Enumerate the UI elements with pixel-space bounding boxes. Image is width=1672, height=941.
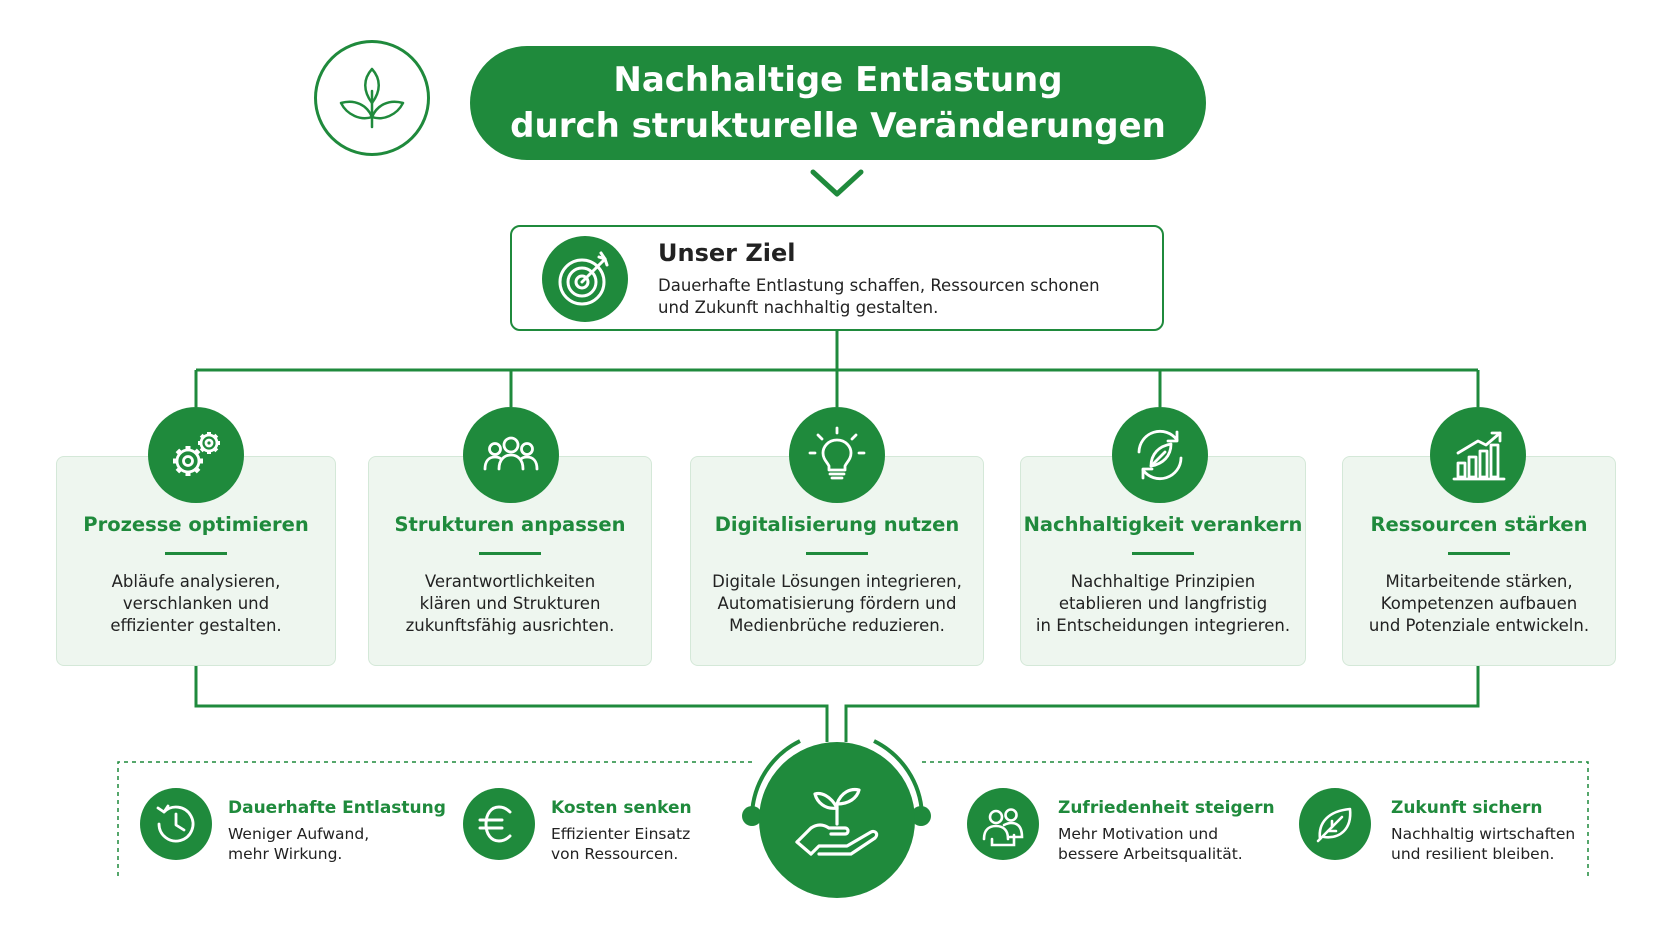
pillar-divider	[806, 552, 868, 555]
result-description	[1058, 824, 1243, 864]
result-title: Dauerhafte Entlastung	[228, 798, 446, 818]
pillar-divider	[479, 552, 541, 555]
pillar-description	[57, 571, 335, 637]
pillar-line: Kompetenzen aufbauen	[1380, 594, 1578, 613]
people-icon	[978, 799, 1028, 849]
pillar-line: und Potenziale entwickeln.	[1368, 616, 1590, 635]
gears-icon	[164, 423, 228, 487]
result-title: Zufriedenheit steigern	[1058, 798, 1275, 818]
pillar-line: Nachhaltige Prinzipien	[1070, 572, 1256, 591]
pillar-icon-badge	[1112, 407, 1208, 503]
result-icon-badge	[463, 788, 535, 860]
pillar-icon-badge	[1430, 407, 1526, 503]
outcome-hub	[759, 742, 915, 898]
leaf-cycle-icon	[1127, 422, 1193, 488]
pillar-line: Automatisierung fördern und	[717, 594, 957, 613]
pillar-divider	[1448, 552, 1510, 555]
result-icon-badge	[967, 788, 1039, 860]
pillar-description	[1343, 571, 1615, 637]
target-icon	[555, 249, 615, 309]
result-line: und resilient bleiben.	[1391, 845, 1555, 863]
clock-refresh-icon	[151, 799, 201, 849]
goal-text	[658, 275, 1100, 319]
pillar-line: Abläufe analysieren,	[111, 572, 281, 591]
goal-text-line: Dauerhafte Entlastung schaffen, Ressourcen schonen	[658, 276, 1100, 295]
pillar-line: Digitale Lösungen integrieren,	[712, 572, 962, 591]
pillar-line: verschlanken und	[122, 594, 270, 613]
pillar-divider	[1132, 552, 1194, 555]
people-group-icon	[479, 423, 543, 487]
pillar-line: Verantwortlichkeiten	[424, 572, 596, 591]
result-line: Nachhaltig wirtschaften	[1391, 825, 1576, 843]
result-line: bessere Arbeitsqualität.	[1058, 845, 1243, 863]
result-description	[228, 824, 369, 864]
hand-sprout-icon	[787, 770, 887, 870]
result-title: Kosten senken	[551, 798, 692, 818]
result-description	[551, 824, 690, 864]
pillar-icon-badge	[789, 407, 885, 503]
result-line: mehr Wirkung.	[228, 845, 343, 863]
pillar-line: zukunftsfähig ausrichten.	[405, 616, 615, 635]
growth-chart-icon	[1446, 423, 1510, 487]
leaf-logo-badge	[314, 40, 430, 156]
result-icon-badge	[140, 788, 212, 860]
pillar-line: Mitarbeitende stärken,	[1385, 572, 1573, 591]
result-description	[1391, 824, 1575, 864]
pillar-description	[1021, 571, 1305, 637]
result-line: Mehr Motivation und	[1058, 825, 1219, 843]
pillar-line: effizienter gestalten.	[110, 616, 282, 635]
euro-icon	[474, 799, 524, 849]
pillar-line: etablieren und langfristig	[1058, 594, 1268, 613]
pillar-title: Strukturen anpassen	[394, 513, 626, 536]
goal-icon-badge	[542, 236, 628, 322]
pillar-line: Medienbrüche reduzieren.	[729, 616, 945, 635]
pillar-description	[691, 571, 983, 637]
result-line: von Ressourcen.	[551, 845, 679, 863]
pillar-title: Digitalisierung nutzen	[714, 513, 960, 536]
pillar-icon-badge	[148, 407, 244, 503]
leaf-icon	[335, 61, 409, 135]
goal-box	[510, 225, 1164, 331]
lightbulb-icon	[804, 422, 870, 488]
title-line-2: durch strukturelle Veränderungen	[510, 106, 1166, 146]
pillar-icon-badge	[463, 407, 559, 503]
leaf-icon	[1310, 799, 1360, 849]
result-title: Zukunft sichern	[1391, 798, 1543, 818]
pillar-line: in Entscheidungen integrieren.	[1035, 616, 1291, 635]
result-icon-badge	[1299, 788, 1371, 860]
pillar-title: Prozesse optimieren	[83, 513, 309, 536]
main-title-banner	[470, 46, 1206, 160]
result-line: Effizienter Einsatz	[551, 825, 691, 843]
pillar-line: klären und Strukturen	[419, 594, 601, 613]
pillar-description	[369, 571, 651, 637]
pillar-title: Nachhaltigkeit verankern	[1023, 513, 1303, 536]
goal-title: Unser Ziel	[658, 239, 796, 267]
pillar-divider	[165, 552, 227, 555]
pillar-title: Ressourcen stärken	[1370, 513, 1588, 536]
result-line: Weniger Aufwand,	[228, 825, 370, 843]
title-line-1: Nachhaltige Entlastung	[613, 60, 1063, 100]
goal-text-line: und Zukunft nachhaltig gestalten.	[658, 298, 939, 317]
